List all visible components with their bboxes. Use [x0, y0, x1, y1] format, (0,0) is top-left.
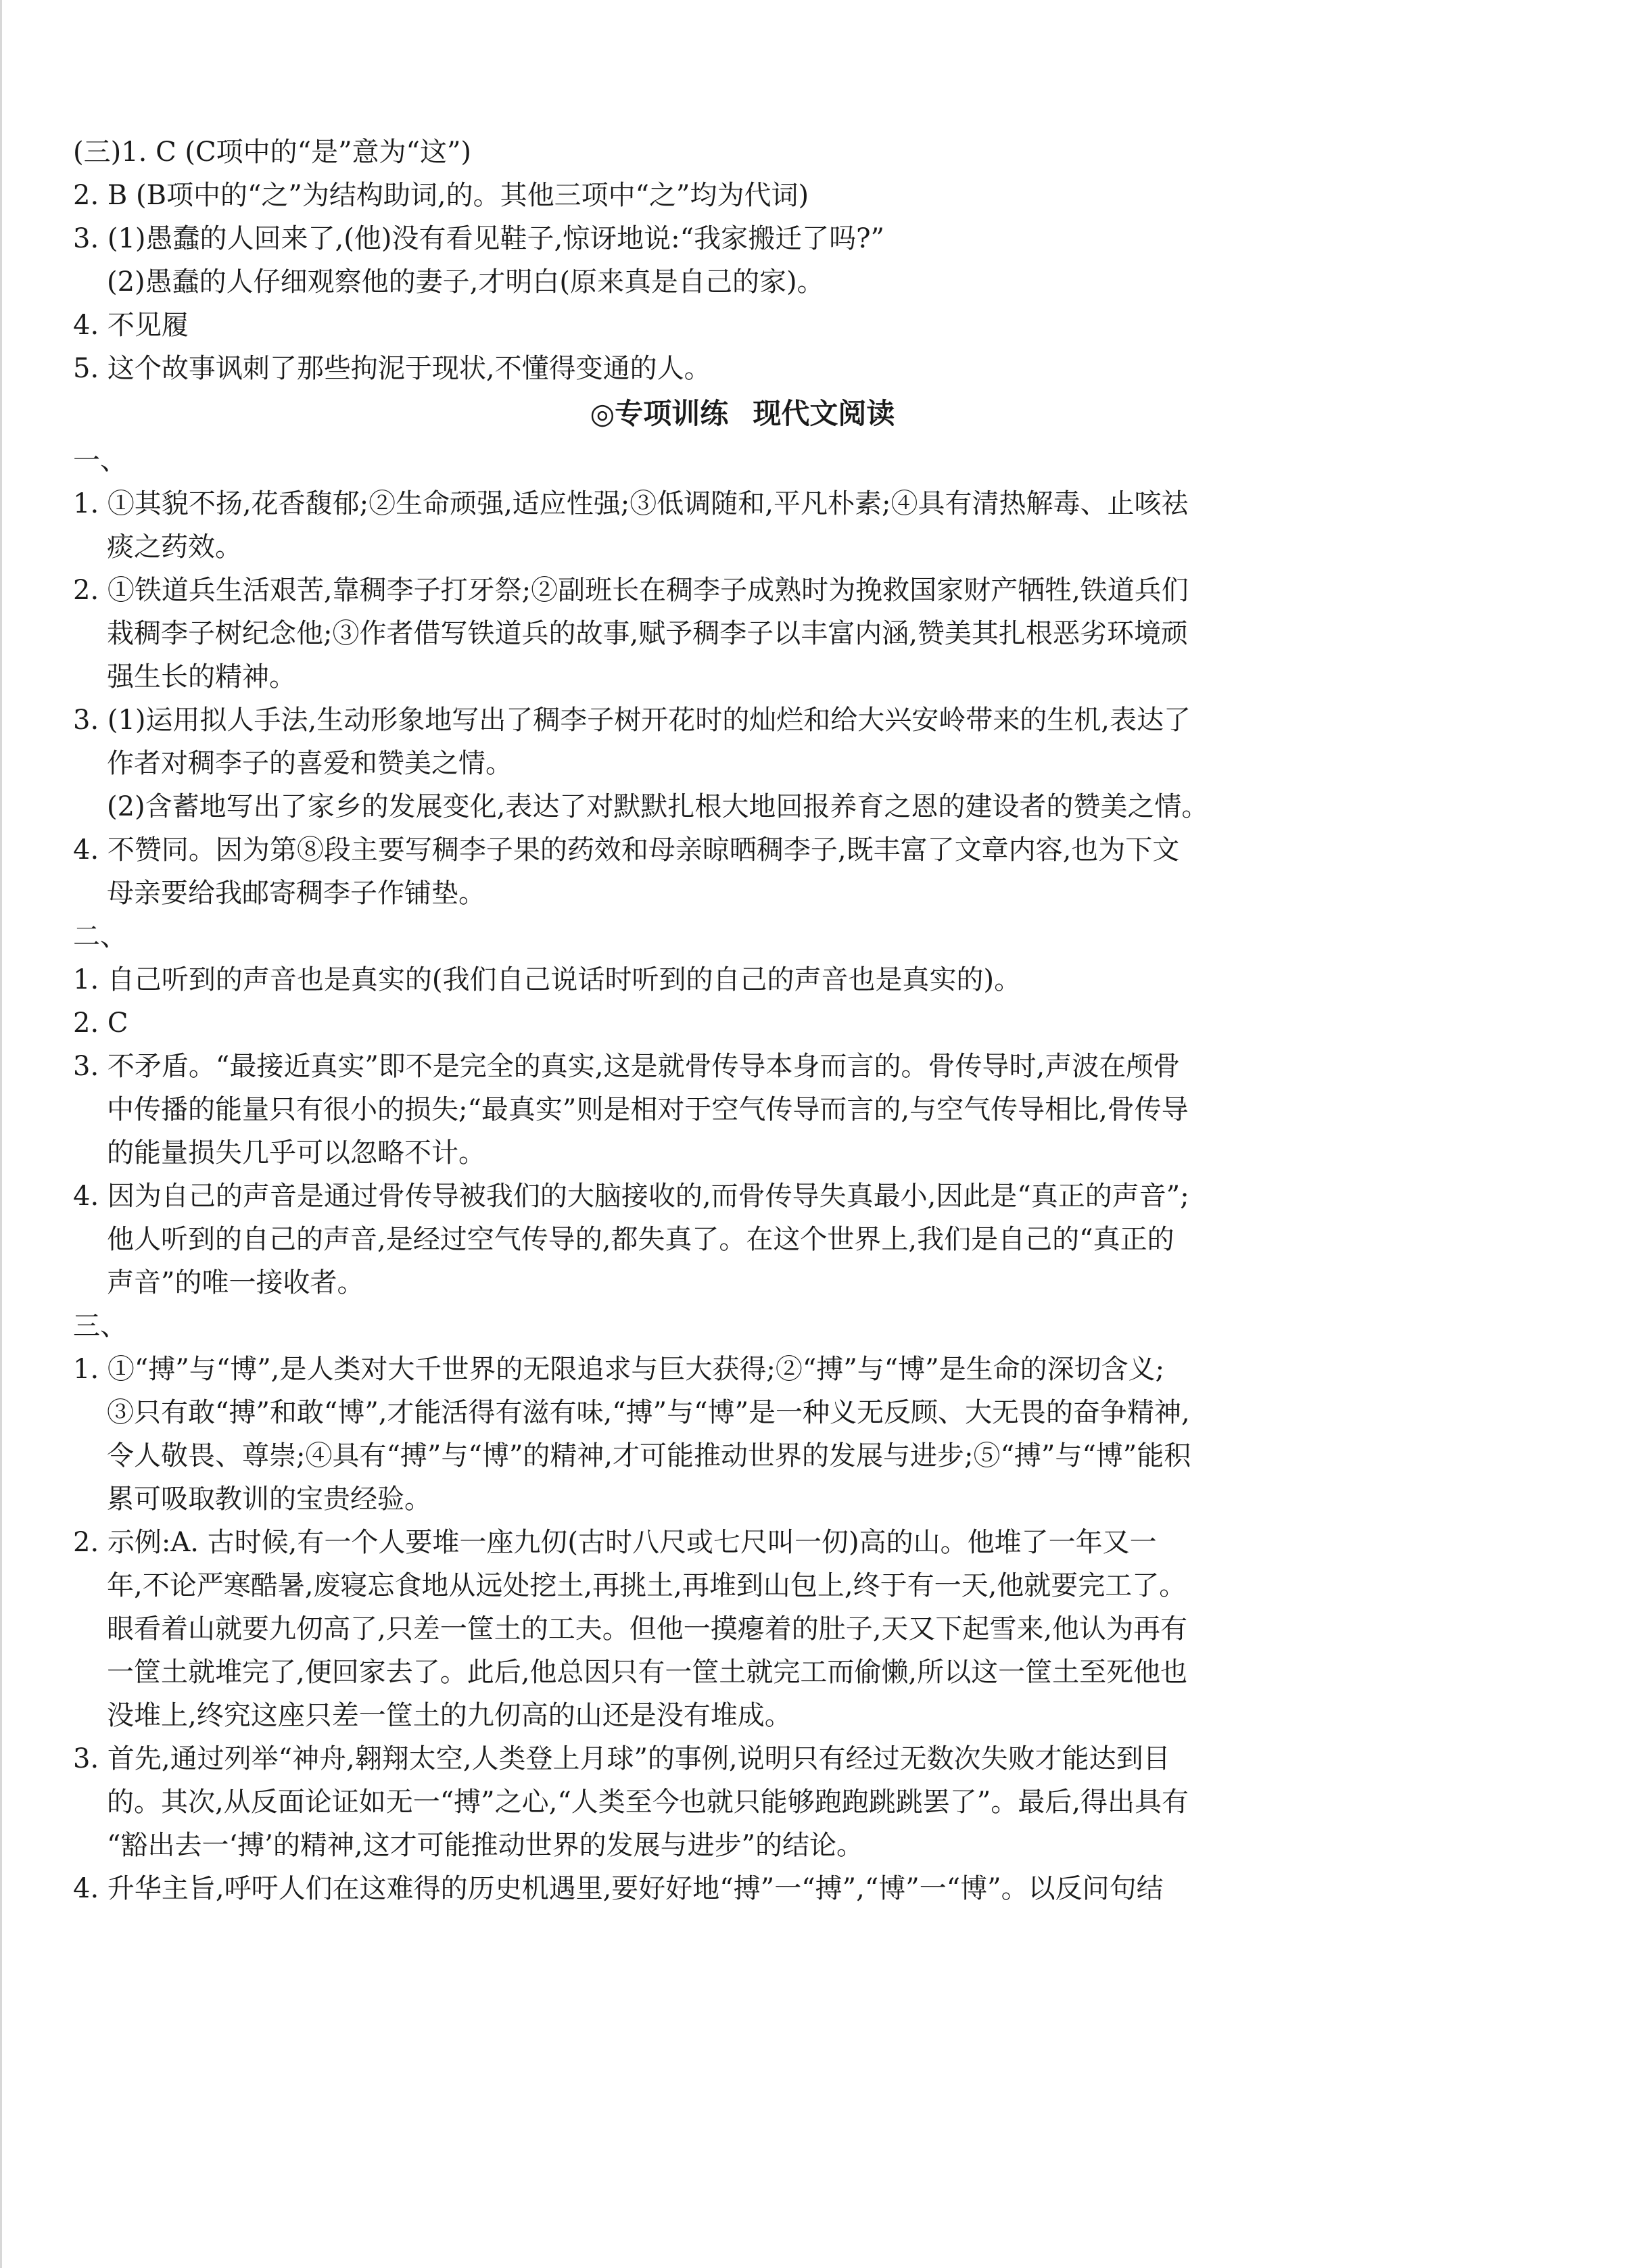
- answer-line: 累可吸取教训的宝贵经验。: [107, 1484, 431, 1515]
- answer-line: 1. ①其貌不扬,花香馥郁;②生命顽强,适应性强;③低调随和,平凡朴素;④具有清热解毒、止咳祛: [73, 488, 1189, 519]
- answer-line: 中传播的能量只有很小的损失;“最真实”则是相对于空气传导而言的,与空气传导相比,骨传导: [107, 1094, 1189, 1125]
- answer-line: 痰之药效。: [107, 531, 242, 563]
- answer-line: 令人敬畏、尊崇;④具有“搏”与“博”的精神,才可能推动世界的发展与进步;⑤“搏”与“博”能积: [107, 1440, 1191, 1471]
- answer-line: 4. 因为自己的声音是通过骨传导被我们的大脑接收的,而骨传导失真最小,因此是“真正的声音”;: [73, 1181, 1189, 1212]
- section-title: [73, 395, 1412, 444]
- answer-line: 栽稠李子树纪念他;③作者借写铁道兵的故事,赋予稠李子以丰富内涵,赞美其扎根恶劣环境顽: [107, 618, 1188, 649]
- answer-line: 年,不论严寒酷暑,废寝忘食地从远处挖土,再挑土,再堆到山包上,终于有一天,他就要完工了。: [107, 1570, 1187, 1601]
- answer-line: 的。其次,从反面论证如无一“搏”之心,“人类至今也就只能够跑跑跳跳罢了”。最后,得出具有: [107, 1787, 1189, 1818]
- answer-line: (2)愚蠢的人仔细观察他的妻子,才明白(原来真是自己的家)。: [107, 266, 824, 298]
- answer-line: 声音”的唯一接收者。: [107, 1267, 364, 1298]
- section-title-sub: 现代文阅读: [753, 397, 895, 430]
- part-heading: 一、: [73, 445, 127, 476]
- part-heading: 二、: [73, 921, 127, 952]
- answer-line: 作者对稠李子的喜爱和赞美之情。: [107, 748, 513, 779]
- answer-line: 一筐土就堆完了,便回家去了。此后,他总因只有一筐土就完工而偷懒,所以这一筐土至死他也: [107, 1657, 1188, 1688]
- answer-content: [73, 135, 1412, 1915]
- answer-line: 2. B (B项中的“之”为结构助词,的。其他三项中“之”均为代词): [73, 180, 809, 211]
- answer-line: 没堆上,终究这座只差一筐土的九仞高的山还是没有堆成。: [107, 1700, 792, 1731]
- answer-line: 2. ①铁道兵生活艰苦,靠稠李子打牙祭;②副班长在稠李子成熟时为挽救国家财产牺牲,铁道兵们: [73, 575, 1189, 606]
- answer-line: 4. 不赞同。因为第⑧段主要写稠李子果的药效和母亲晾晒稠李子,既丰富了文章内容,也为下文: [73, 834, 1180, 866]
- answer-line: 3. 首先,通过列举“神舟,翱翔太空,人类登上月球”的事例,说明只有经过无数次失败才能达到目: [73, 1743, 1170, 1774]
- answer-line: 3. (1)运用拟人手法,生动形象地写出了稠李子树开花时的灿烂和给大兴安岭带来的生机,表达了: [73, 705, 1191, 736]
- answer-line: 的能量损失几乎可以忽略不计。: [107, 1137, 485, 1168]
- section-title-main: ◎专项训练: [590, 397, 729, 430]
- page-edge-line: [0, 0, 2, 2268]
- answer-line: (三)1. C (C项中的“是”意为“这”): [73, 137, 472, 168]
- answer-line: 3. (1)愚蠢的人回来了,(他)没有看见鞋子,惊讶地说:“我家搬迁了吗?”: [73, 223, 884, 254]
- answer-line: 眼看着山就要九仞高了,只差一筐土的工夫。但他一摸瘪着的肚子,天又下起雪来,他认为再有: [107, 1613, 1188, 1645]
- answer-line: 母亲要给我邮寄稠李子作铺垫。: [107, 878, 485, 909]
- answer-line: 2. 示例:A. 古时候,有一个人要堆一座九仞(古时八尺或七尺叫一仞)高的山。他堆了一年又一: [73, 1527, 1157, 1558]
- answer-line: 强生长的精神。: [107, 661, 296, 692]
- part-heading: 三、: [73, 1310, 127, 1342]
- answer-line: 4. 升华主旨,呼吁人们在这难得的历史机遇里,要好好地“搏”一“搏”,“博”一“博”。以反问句结: [73, 1873, 1164, 1904]
- answer-line: (2)含蓄地写出了家乡的发展变化,表达了对默默扎根大地回报养育之恩的建设者的赞美之情。: [107, 791, 1209, 822]
- answer-line: 他人听到的自己的声音,是经过空气传导的,都失真了。在这个世界上,我们是自己的“真正的: [107, 1224, 1174, 1255]
- answer-line: “豁出去一‘搏’的精神,这才可能推动世界的发展与进步”的结论。: [107, 1830, 864, 1861]
- answer-line: 1. 自己听到的声音也是真实的(我们自己说话时听到的自己的声音也是真实的)。: [73, 964, 1022, 995]
- answer-line: 3. 不矛盾。“最接近真实”即不是完全的真实,这是就骨传导本身而言的。骨传导时,声波在颅骨: [73, 1051, 1181, 1082]
- answer-line: 1. ①“搏”与“博”,是人类对大千世界的无限追求与巨大获得;②“搏”与“博”是生命的深切含义;: [73, 1354, 1165, 1385]
- answer-line: 5. 这个故事讽刺了那些拘泥于现状,不懂得变通的人。: [73, 353, 711, 384]
- answer-line: 4. 不见履: [73, 310, 189, 341]
- answer-line: ③只有敢“搏”和敢“博”,才能活得有滋有味,“搏”与“博”是一种义无反顾、大无畏的奋争精神,: [107, 1397, 1190, 1428]
- answer-line: 2. C: [73, 1008, 128, 1039]
